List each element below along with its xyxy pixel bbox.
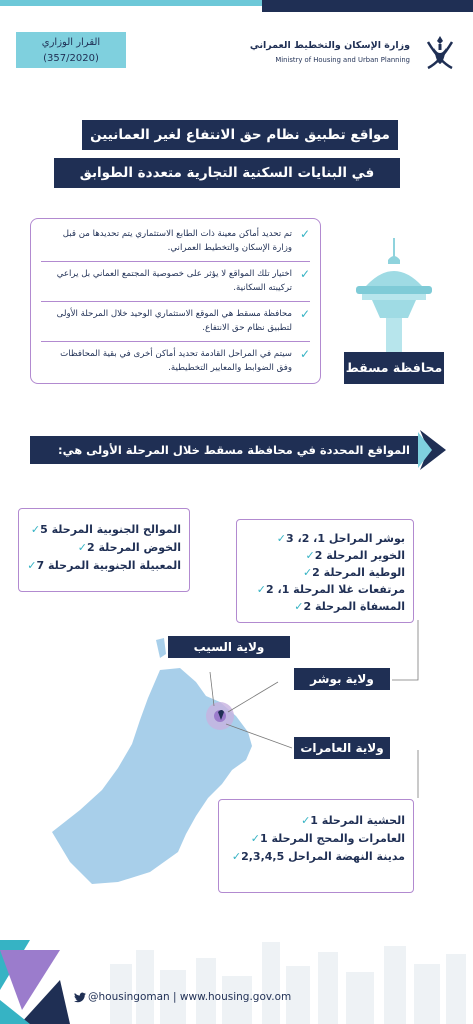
check-icon: ✓ (250, 832, 260, 845)
site-item: المسفاة المرحلة 2✓ (294, 600, 405, 613)
ribbon-arrow-icon (418, 430, 448, 470)
decision-number: (357/2020) (43, 53, 99, 64)
check-icon: ✓ (299, 307, 310, 321)
site-item: الوطية المرحلة 2✓ (302, 566, 405, 579)
tower-icon (348, 238, 440, 358)
check-icon: ✓ (231, 850, 242, 863)
check-icon: ✓ (305, 549, 315, 562)
sites-heading: المواقع المحددة في محافظة مسقط خلال المرحلة الأولى هي: (30, 436, 420, 464)
note-item: ✓ محافظة مسقط هي الموقع الاستثماري الوحيد خلال المرحلة الأولى لتطبيق نظام حق الانتفاع. (56, 307, 310, 333)
footer-skyline (0, 930, 473, 1024)
site-item: بوشر المراحل 1، 2، 3✓ (276, 532, 405, 545)
wilayat-amerat-label: ولاية العامرات (294, 737, 390, 759)
check-icon: ✓ (301, 814, 311, 827)
muscat-governorate-label: محافظة مسقط (344, 352, 444, 384)
wilayat-seeb-label: ولاية السيب (168, 636, 290, 658)
emblem-icon (420, 32, 460, 72)
notes-card (30, 218, 321, 384)
decision-badge (16, 32, 126, 68)
ministry-name-arabic: وزارة الإسكان والتخطيط العمراني (249, 40, 410, 51)
site-item: المعبيلة الجنوبية المرحلة 7✓ (27, 559, 181, 572)
check-icon: ✓ (299, 347, 310, 361)
check-icon: ✓ (294, 600, 304, 613)
check-icon: ✓ (256, 583, 267, 596)
note-item: ✓ سيتم في المراحل القادمة تحديد أماكن أخرى في بقية المحافظات وفق الضوابط والمعايير التخطيطية. (60, 347, 310, 373)
title-line-1: مواقع تطبيق نظام حق الانتفاع لغير العمانيين (82, 120, 398, 150)
note-divider (41, 261, 310, 262)
note-item: ✓ تم تحديد أماكن معينة ذات الطابع الاستثماري يتم تحديدها من قبل وزارة الإسكان والتخطيط العمراني. (62, 227, 310, 253)
title-line-2: في البنايات السكنية التجارية متعددة الطوابق (54, 158, 400, 188)
check-icon: ✓ (302, 566, 313, 579)
seeb-sites-box (18, 508, 190, 592)
wilayat-bawshar-label: ولاية بوشر (294, 668, 390, 690)
site-item: الحشية المرحلة 1✓ (301, 814, 405, 827)
site-item: مرتفعات غلا المرحلة 1، 2✓ (256, 583, 405, 596)
check-icon: ✓ (299, 267, 310, 281)
bawshar-sites-box (236, 519, 414, 623)
site-item: مدينة النهضة المراحل 2,3,4,5✓ (231, 850, 405, 863)
check-icon: ✓ (27, 559, 37, 572)
decision-title: القرار الوزاري (41, 37, 101, 48)
check-icon: ✓ (276, 532, 287, 545)
site-item: الخوير المرحلة 2✓ (305, 549, 405, 562)
check-icon: ✓ (299, 227, 310, 241)
site-item: العامرات والمحج المرحلة 1✓ (250, 832, 405, 845)
site-item: الموالح الجنوبية المرحلة 5✓ (30, 523, 181, 536)
note-item: ✓ اختيار تلك المواقع لا يؤثر على خصوصية المجتمع العماني بل يراعي تركيبته السكانية. (56, 267, 310, 293)
footer-contact[interactable]: @housingoman | www.housing.gov.om (88, 991, 292, 1003)
twitter-icon[interactable] (74, 992, 86, 1003)
amerat-sites-box (218, 799, 414, 893)
check-icon: ✓ (77, 541, 87, 554)
note-divider (41, 301, 310, 302)
note-divider (41, 341, 310, 342)
site-item: الخوض المرحلة 2✓ (77, 541, 181, 554)
top-dark-bar (262, 0, 473, 12)
check-icon: ✓ (30, 523, 41, 536)
ministry-name-english: Ministry of Housing and Urban Planning (275, 56, 410, 64)
